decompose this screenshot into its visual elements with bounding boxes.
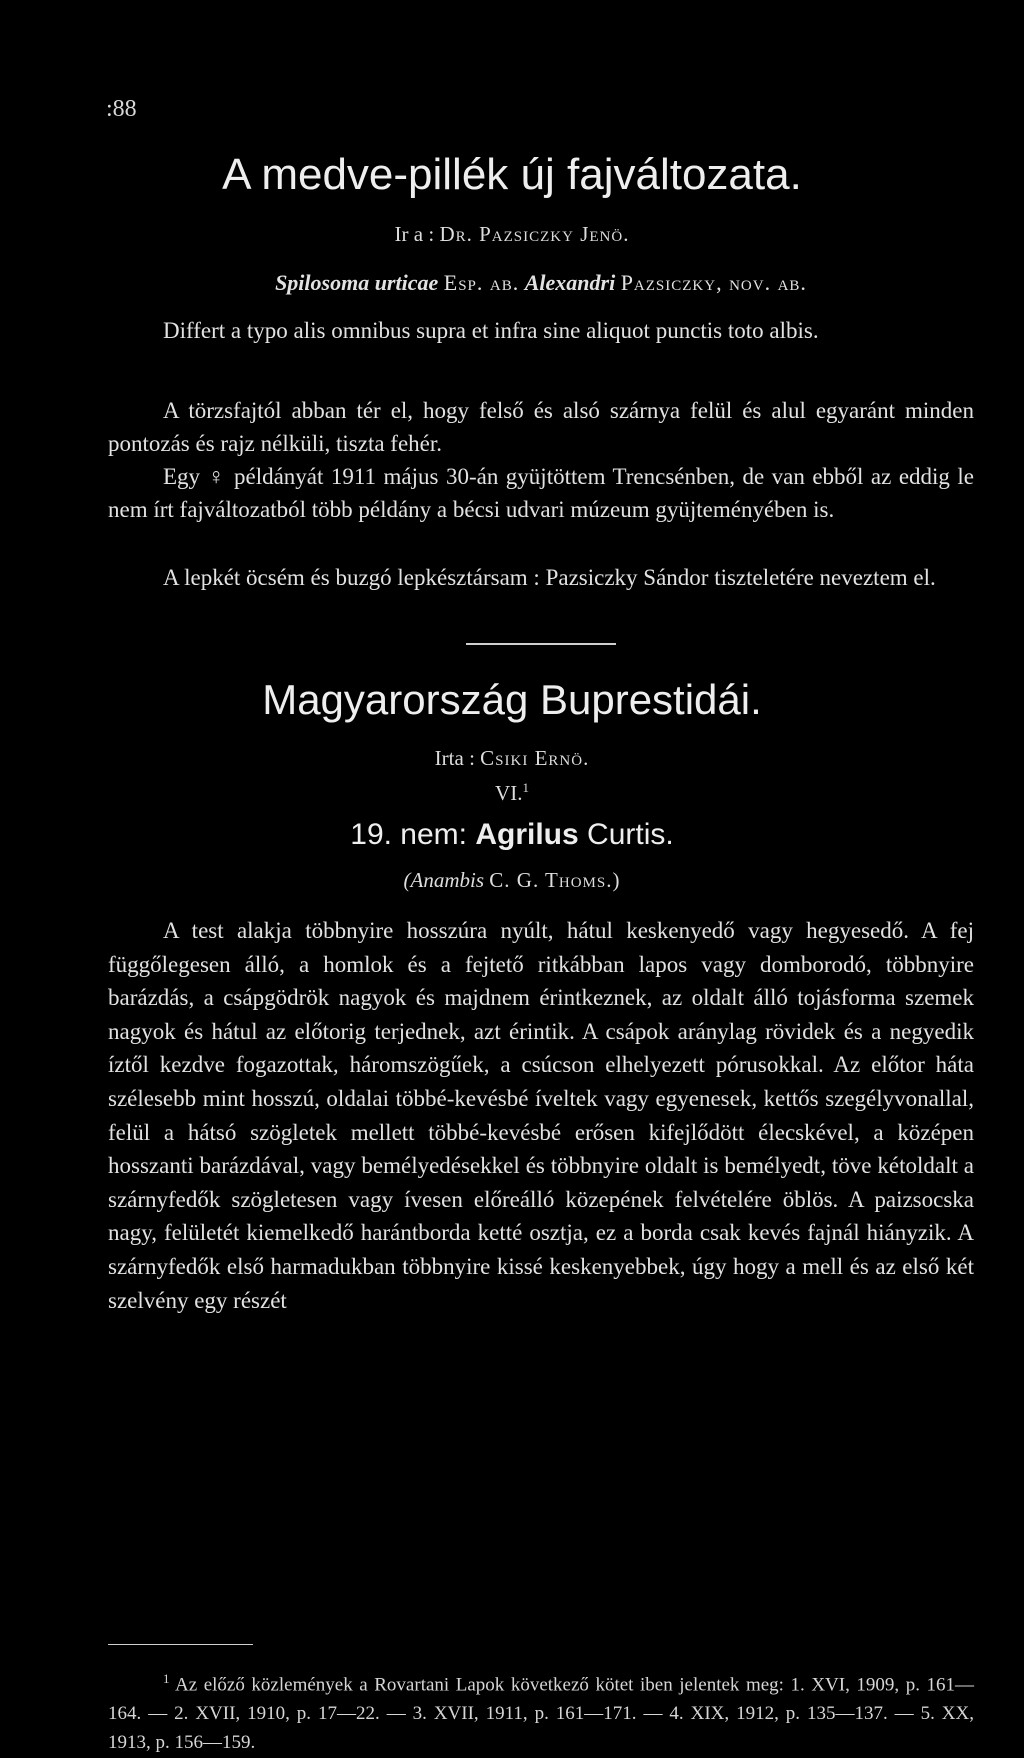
- synonym-line: [0, 868, 1024, 893]
- article2-byline-prefix: Irta :: [434, 746, 475, 770]
- description-paragraph: A törzsfajtól abban tér el, hogy felső és alsó szárnya felül és alul egyaránt minden pontozás és rajz nélküli, tiszta fehér.: [108, 398, 974, 456]
- species-name: Spilosoma urticae: [275, 270, 439, 295]
- footnote-reference: 1: [522, 780, 529, 795]
- article1-byline-prefix: Ir a :: [394, 222, 435, 246]
- article1-byline: [0, 222, 1024, 247]
- aberration-author: Pazsiczky, nov. ab.: [620, 270, 807, 295]
- synonym-author: C. G. Thoms.): [489, 868, 621, 892]
- article2-title: Magyarország Buprestidái.: [262, 676, 762, 723]
- part-label: VI.: [495, 781, 523, 805]
- genus-heading: [0, 818, 1024, 852]
- species-author: Esp. ab.: [443, 270, 520, 295]
- footnote-mark: 1: [163, 1671, 170, 1686]
- footnote-divider: [108, 1644, 253, 1645]
- footnote: [108, 1664, 974, 1757]
- genus-number: 19. nem:: [350, 818, 467, 851]
- genus-author: Curtis.: [587, 818, 674, 851]
- synonym-name: (Anambis: [403, 868, 485, 892]
- latin-diagnosis: Differt a typo alis omnibus supra et infra sine aliquot punctis toto albis.: [163, 318, 819, 343]
- genus-name: Agrilus: [475, 818, 579, 851]
- article2-byline: [0, 746, 1024, 771]
- article1-author: Dr. Pazsiczky Jenö.: [439, 222, 630, 246]
- part-number: [0, 780, 1024, 806]
- collection-paragraph: Egy ♀ példányát 1911 május 30-án gyüjtöttem Trencsénben, de van ebből az eddig le nem írt fajváltozatból több példány a bécsi udvari múzeum gyüjteményében is.: [108, 464, 974, 522]
- section-divider: [466, 643, 616, 645]
- article2-author: Csiki Ernö.: [480, 746, 590, 770]
- article1-title: A medve-pillék új fajváltozata.: [222, 150, 802, 199]
- taxon-line: [108, 270, 974, 296]
- aberration-name: Alexandri: [524, 270, 616, 295]
- dedication-paragraph: A lepkét öcsém és buzgó lepkésztársam : Pazsiczky Sándor tiszteletére neveztem el.: [163, 565, 936, 590]
- genus-description: A test alakja többnyire hosszúra nyúlt, hátul keskenyedő vagy hegyesedő. A fej függőlegesen álló, a homlok és a fejtető ritkábban lapos vagy domborodó, többnyire barázdás, a csápgödrök nagyok és majdnem érintkeznek, az oldalt álló tojásforma szemek nagyok és hátul az előtorig terjednek, azt érintik. A csápok aránylag rövidek és a negyedik íztől kezdve fogazottak, háromszögűek, a csúcson elhelyezett pórusokkal. Az előtor háta szélesebb mint hosszú, oldalai többé-kevésbé íveltek vagy egyenesek, kettős szegélyvonallal, felül a hátsó szögletek mellett többé-kevésbé erősen kifejlődött élecskével, a középen hosszanti barázdával, vagy bemélyedésekkel és többnyire oldalt is bemélyedt, töve kétoldalt a szárnyfedők szögletesen vagy ívesen előreálló közepének felvételére öblös. A paizsocska nagy, felületét kiemelkedő harántborda ketté osztja, ez a borda csak kevés fajnál hiányzik. A szárnyfedők első harmadukban többnyire kissé keskenyebbek, úgy hogy a mell és az első két szelvény egy részét: [108, 918, 974, 1313]
- footnote-text: Az előző közlemények a Rovartani Lapok következő kötet iben jelentek meg: 1. XVI, 1909, p. 161—164. — 2. XVII, 1910, p. 17—22. — 3. XVII, 1911, p. 161—171. — 4. XIX, 1912, p. 135—137. — 5. XX, 1913, p. 156—159.: [108, 1674, 974, 1754]
- page-number: :88: [106, 96, 137, 122]
